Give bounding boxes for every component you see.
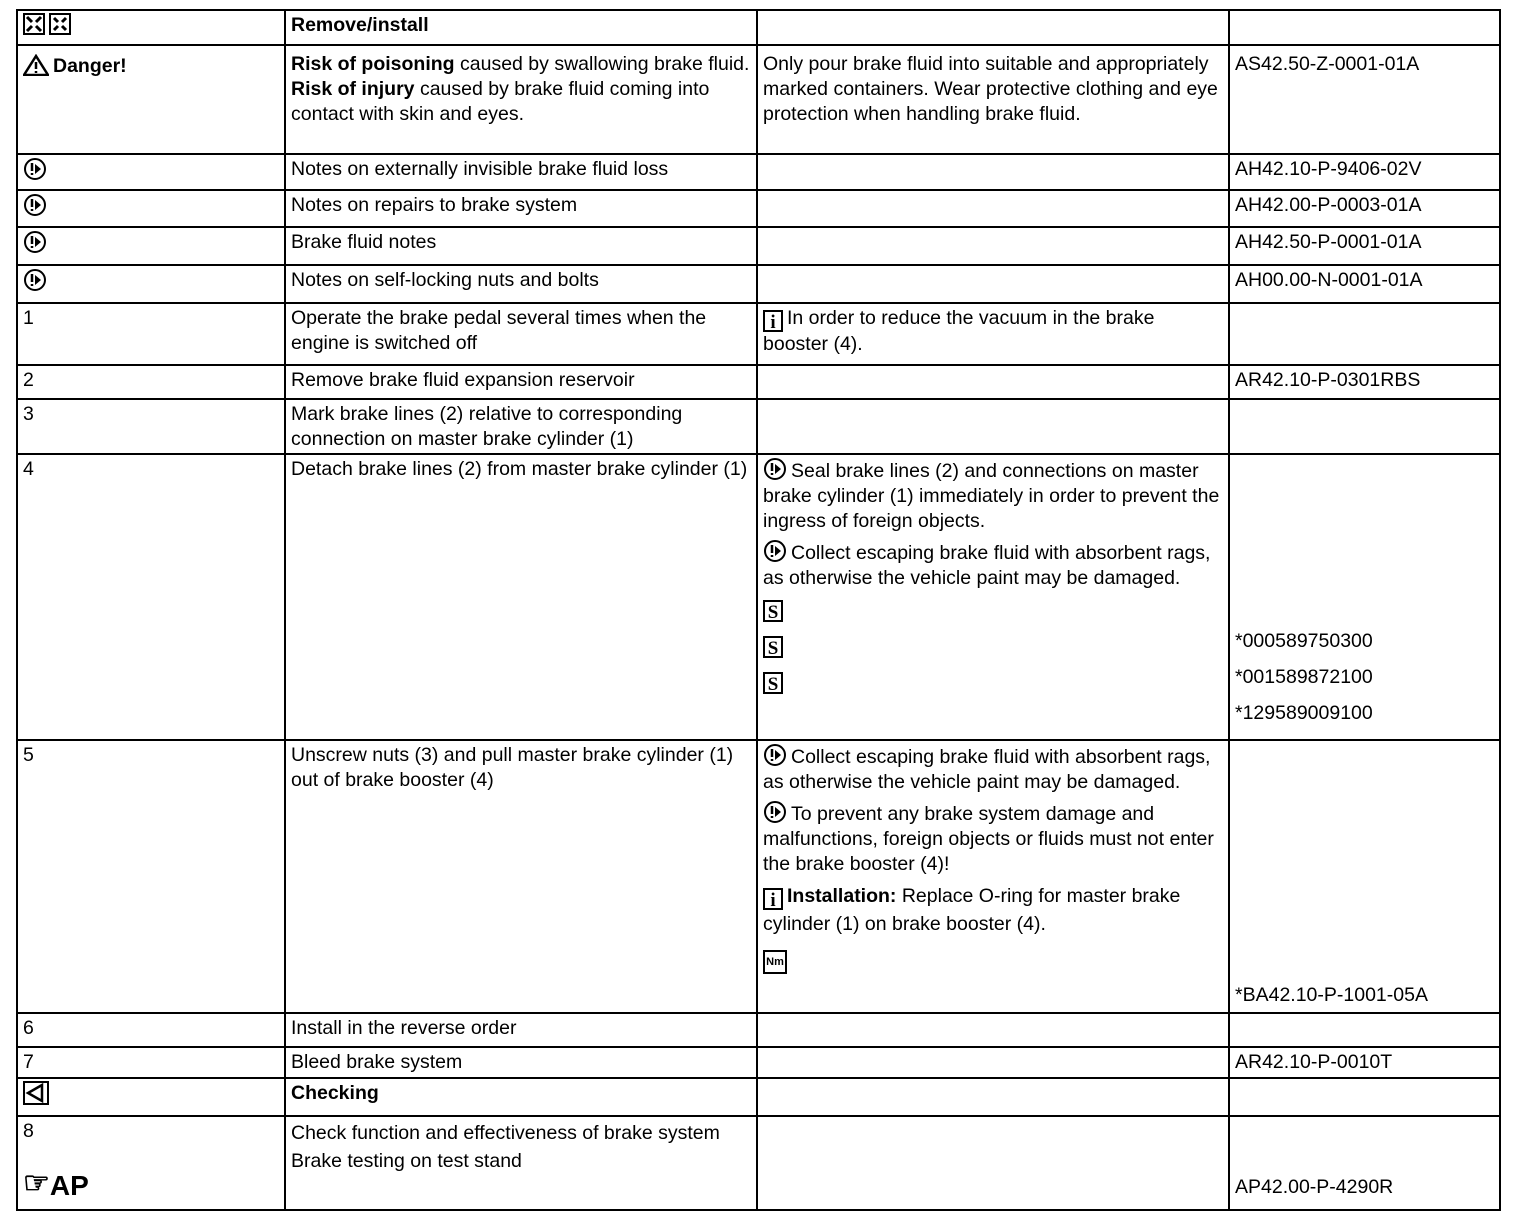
- risk-poisoning: Risk of poisoning: [291, 53, 455, 75]
- note-text: Notes on repairs to brake system: [285, 190, 757, 227]
- info-text: In order to reduce the vacuum in the brake booster (4).: [763, 307, 1155, 355]
- tool-number[interactable]: *000589750300: [1235, 630, 1373, 652]
- step-text: Bleed brake system: [285, 1047, 757, 1078]
- step-row: [17, 1116, 1500, 1210]
- reference-link[interactable]: AR42.10-P-0301RBS: [1229, 365, 1500, 399]
- reference-link[interactable]: AH42.00-P-0003-01A: [1229, 190, 1500, 227]
- reference-link[interactable]: *BA42.10-P-1001-05A: [1235, 984, 1428, 1006]
- procedure-table: [16, 9, 1501, 1211]
- note-row: [17, 265, 1500, 303]
- reference-link[interactable]: AH42.10-P-9406-02V: [1229, 154, 1500, 190]
- note-text: To prevent any brake system damage and malfunctions, foreign objects or fluids must not enter the brake booster (4)!: [763, 803, 1214, 875]
- reference-link[interactable]: AR42.10-P-0010T: [1229, 1047, 1500, 1078]
- step-number: 1: [17, 303, 285, 365]
- reference-link[interactable]: AH00.00-N-0001-01A: [1229, 265, 1500, 303]
- note-icon: [763, 460, 791, 482]
- reference-link[interactable]: AS42.50-Z-0001-01A: [1229, 45, 1500, 154]
- note-icon: [23, 233, 51, 255]
- step-number: 4: [17, 454, 285, 740]
- note-text: Brake fluid notes: [285, 227, 757, 265]
- collapse-icon: [49, 13, 71, 35]
- step-row: [17, 303, 1500, 365]
- note-text: Collect escaping brake fluid with absorbent rags, as otherwise the vehicle paint may be damaged.: [763, 542, 1211, 589]
- special-tool-icon: S: [763, 600, 783, 622]
- note-icon: [23, 196, 51, 218]
- step-text: Mark brake lines (2) relative to corresponding connection on master brake cylinder (1): [285, 399, 757, 454]
- section-title: Remove/install: [291, 14, 429, 36]
- step-row: [17, 740, 1500, 1013]
- step-number: 2: [17, 365, 285, 399]
- header-row: [17, 10, 1500, 45]
- special-tool-icon: S: [763, 672, 783, 694]
- note-row: [17, 154, 1500, 190]
- torque-icon: Nm: [763, 950, 787, 974]
- reference-link[interactable]: AH42.50-P-0001-01A: [1229, 227, 1500, 265]
- risk-injury: Risk of injury: [291, 78, 415, 100]
- danger-label: Danger!: [53, 55, 127, 77]
- tool-number[interactable]: *129589009100: [1235, 702, 1373, 724]
- reference-link[interactable]: AP42.00-P-4290R: [1235, 1176, 1394, 1198]
- note-row: [17, 190, 1500, 227]
- step-row: [17, 399, 1500, 454]
- test-text: Brake testing on test stand: [291, 1150, 522, 1172]
- step-text: Install in the reverse order: [285, 1013, 757, 1047]
- pointing-hand-icon: ☞: [23, 1167, 50, 1200]
- step-row: [17, 1047, 1500, 1078]
- note-text: Collect escaping brake fluid with absorbent rags, as otherwise the vehicle paint may be damaged.: [763, 746, 1211, 793]
- info-icon: i: [763, 310, 783, 332]
- step-number: 3: [17, 399, 285, 454]
- back-arrow-icon: [23, 1081, 49, 1105]
- step-row: [17, 365, 1500, 399]
- step-text: Operate the brake pedal several times when the engine is switched off: [285, 303, 757, 365]
- step-number: 7: [17, 1047, 285, 1078]
- note-text: Seal brake lines (2) and connections on master brake cylinder (1) immediately in order to prevent the ingress of foreign objects.: [763, 460, 1220, 532]
- note-icon: [763, 746, 791, 768]
- section-title: Checking: [291, 1082, 379, 1104]
- info-text: Replace O-ring for master brake cylinder (1) on brake booster (4).: [763, 885, 1181, 935]
- step-number: 6: [17, 1013, 285, 1047]
- step-text: Remove brake fluid expansion reservoir: [285, 365, 757, 399]
- installation-label: Installation:: [787, 885, 897, 907]
- note-text: Notes on externally invisible brake fluid loss: [285, 154, 757, 190]
- danger-instruction: Only pour brake fluid into suitable and appropriately marked containers. Wear protective clothing and eye protection when handling brake fluid.: [757, 45, 1229, 154]
- tool-number[interactable]: *001589872100: [1235, 666, 1373, 688]
- checking-row: [17, 1078, 1500, 1116]
- step-text: Detach brake lines (2) from master brake cylinder (1): [285, 454, 757, 740]
- note-icon: [23, 160, 51, 182]
- danger-text: caused by swallowing brake fluid.: [454, 53, 750, 75]
- expand-icon: [23, 13, 45, 35]
- note-row: [17, 227, 1500, 265]
- note-icon: [763, 542, 791, 564]
- step-number: 8: [23, 1120, 34, 1142]
- danger-text: caused by brake fluid coming into contact with skin and eyes.: [291, 78, 710, 125]
- note-icon: [763, 803, 791, 825]
- note-text: Notes on self-locking nuts and bolts: [285, 265, 757, 303]
- step-text: Unscrew nuts (3) and pull master brake cylinder (1) out of brake booster (4): [285, 740, 757, 1013]
- danger-row: [17, 45, 1500, 154]
- step-row: [17, 454, 1500, 740]
- note-icon: [23, 271, 51, 293]
- step-row: [17, 1013, 1500, 1047]
- info-icon: i: [763, 888, 783, 910]
- step-text: Check function and effectiveness of brake system: [291, 1122, 720, 1144]
- step-number: 5: [17, 740, 285, 1013]
- special-tool-icon: S: [763, 636, 783, 658]
- ap-label: AP: [49, 1170, 89, 1201]
- warning-icon: [23, 54, 49, 76]
